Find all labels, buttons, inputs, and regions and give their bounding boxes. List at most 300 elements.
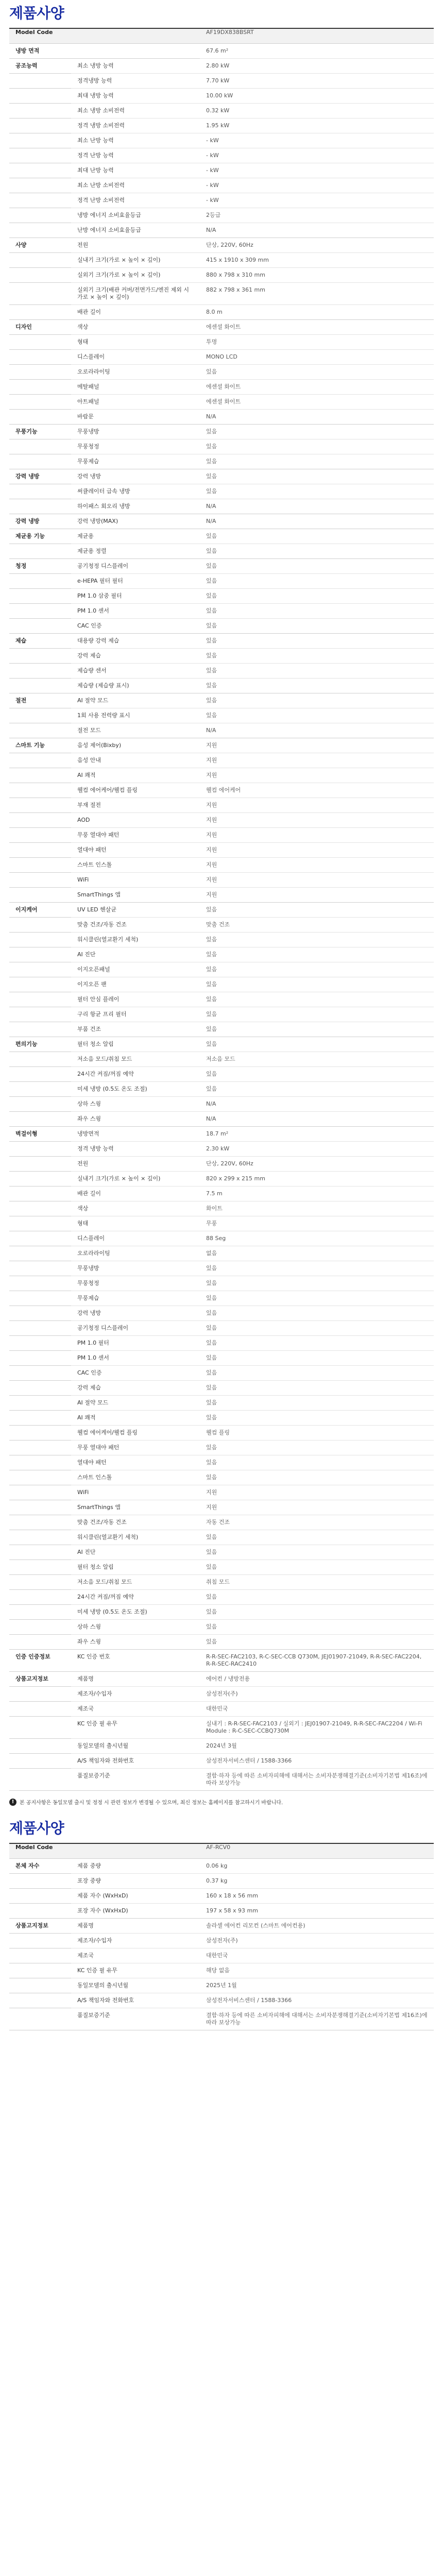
spec-value: 197 x 58 x 93 mm (200, 1904, 434, 1919)
spec-value: 있음 (200, 484, 434, 499)
spec-value: 화이트 (200, 1201, 434, 1216)
spec-label: 최대 난방 능력 (71, 163, 200, 178)
spec-category (9, 335, 71, 350)
spec-value: 있음 (200, 1336, 434, 1351)
spec-label: 웰컴 에어케어/웰컴 플링 (71, 783, 200, 798)
spec-category (9, 992, 71, 1007)
spec-category (9, 649, 71, 664)
spec-value: 지원 (200, 1485, 434, 1500)
spec-row (9, 1142, 434, 1157)
spec-row (9, 1455, 434, 1470)
spec-row (9, 484, 434, 499)
spec-value: 있음 (200, 544, 434, 559)
spec-value: 있음 (200, 1470, 434, 1485)
spec-label: WiFi (71, 1485, 200, 1500)
spec-row (9, 320, 434, 335)
spec-label: 필터 청소 알림 (71, 1037, 200, 1052)
spec-row (9, 679, 434, 693)
spec-label: 강력 냉방(MAX) (71, 514, 200, 529)
spec-row (9, 454, 434, 469)
spec-value: 솔라셀 에어컨 리모컨 (스마트 에어컨용) (200, 1919, 434, 1934)
model-code-value: AF19DX838BSRT (200, 28, 434, 44)
spec-row (9, 1231, 434, 1246)
spec-label: 음성 제어(Bixby) (71, 738, 200, 753)
spec-category (9, 1560, 71, 1575)
spec-label: 메탈패널 (71, 380, 200, 395)
spec-row (9, 1934, 434, 1948)
spec-value: 있음 (200, 933, 434, 947)
spec-value: N/A (200, 1112, 434, 1127)
spec-row (9, 223, 434, 238)
spec-label: 필터 청소 알림 (71, 1560, 200, 1575)
spec-label: 공기청정 디스플레이 (71, 1321, 200, 1336)
spec-label: PM 1.0 삼중 필터 (71, 589, 200, 604)
spec-label: 24시간 켜짐/꺼짐 예약 (71, 1067, 200, 1082)
spec-label: 대용량 강력 제습 (71, 634, 200, 649)
spec-row (9, 1426, 434, 1440)
spec-row (9, 529, 434, 544)
notice (9, 1798, 434, 1806)
spec-value: 있음 (200, 1366, 434, 1381)
spec-label: 제품명 (71, 1919, 200, 1934)
spec-value: 2.80 kW (200, 59, 434, 74)
spec-row (9, 238, 434, 253)
spec-label: 제습량 (제습량 표시) (71, 679, 200, 693)
spec-category (9, 544, 71, 559)
spec-row (9, 634, 434, 649)
spec-label: 냉방면적 (71, 1127, 200, 1142)
spec-row (9, 918, 434, 933)
spec-label: 미세 냉방 (0.5도 온도 조절) (71, 1605, 200, 1620)
spec-category (9, 933, 71, 947)
spec-row (9, 1687, 434, 1702)
spec-row (9, 1127, 434, 1142)
spec-row (9, 1052, 434, 1067)
spec-row (9, 1739, 434, 1754)
spec-table-2 (9, 1843, 434, 2030)
spec-value: 7.70 kW (200, 74, 434, 89)
spec-row (9, 858, 434, 873)
spec-value: 2.30 kW (200, 1142, 434, 1157)
spec-label: AI 쾌적 (71, 768, 200, 783)
spec-value: 삼성전자(주) (200, 1934, 434, 1948)
spec-value: 있음 (200, 559, 434, 574)
spec-value: 0.32 kW (200, 104, 434, 118)
spec-row (9, 723, 434, 738)
spec-category (9, 193, 71, 208)
spec-category (9, 1485, 71, 1500)
spec-category (9, 664, 71, 679)
spec-value: 있음 (200, 529, 434, 544)
spec-row (9, 1904, 434, 1919)
spec-label: WiFi (71, 873, 200, 888)
spec-row (9, 619, 434, 634)
spec-category (9, 1874, 71, 1889)
spec-category (9, 1187, 71, 1201)
spec-category (9, 148, 71, 163)
spec-label: 제균용 (71, 529, 200, 544)
spec-value: 있음 (200, 1635, 434, 1650)
spec-row (9, 133, 434, 148)
spec-category (9, 1440, 71, 1455)
spec-category (9, 1426, 71, 1440)
spec-label: 포장 자수 (WxHxD) (71, 1904, 200, 1919)
spec-value: 있음 (200, 1455, 434, 1470)
spec-label: 품질보증기준 (71, 2008, 200, 2030)
spec-category: 제습 (9, 634, 71, 649)
spec-value: 있음 (200, 425, 434, 439)
spec-category: 상품고지정보 (9, 1672, 71, 1687)
spec-category (9, 208, 71, 223)
spec-label: 이지오픈 팬 (71, 977, 200, 992)
spec-value: 882 x 798 x 361 mm (200, 283, 434, 305)
spec-category: 스마트 기능 (9, 738, 71, 753)
spec-category (9, 1411, 71, 1426)
spec-label: AI 절약 모드 (71, 693, 200, 708)
spec-value: 있음 (200, 1306, 434, 1321)
spec-label: 상하 스윙 (71, 1620, 200, 1635)
spec-value: 있음 (200, 1605, 434, 1620)
spec-category (9, 365, 71, 380)
spec-label: 맞춤 건조/자동 건조 (71, 918, 200, 933)
spec-value: 있음 (200, 634, 434, 649)
spec-category: 벽걸이형 (9, 1127, 71, 1142)
spec-label: 무풍청정 (71, 439, 200, 454)
spec-category (9, 1157, 71, 1172)
spec-category (9, 454, 71, 469)
spec-row (9, 1172, 434, 1187)
spec-category (9, 1396, 71, 1411)
spec-row (9, 843, 434, 858)
spec-label: 형태 (71, 1216, 200, 1231)
spec-value: 2025년 1월 (200, 1978, 434, 1993)
spec-label: 1회 사용 전력량 표시 (71, 708, 200, 723)
spec-label: 하이패스 회오리 냉방 (71, 499, 200, 514)
spec-value: 있음 (200, 454, 434, 469)
spec-label: 스마트 인스톨 (71, 858, 200, 873)
spec-row (9, 947, 434, 962)
spec-label: AI 절약 모드 (71, 1396, 200, 1411)
spec-category (9, 1739, 71, 1754)
spec-category (9, 1963, 71, 1978)
spec-category (9, 679, 71, 693)
model-code-label: Model Code (9, 1843, 200, 1859)
spec-value: 있음 (200, 1381, 434, 1396)
spec-row (9, 469, 434, 484)
spec-category (9, 1717, 71, 1739)
spec-row (9, 1769, 434, 1791)
spec-row (9, 2008, 434, 2030)
spec-label: 제조자/수입자 (71, 1934, 200, 1948)
spec-label: 무풍냉방 (71, 1261, 200, 1276)
spec-category (9, 1142, 71, 1157)
spec-category (9, 1336, 71, 1351)
spec-row (9, 1261, 434, 1276)
spec-category (9, 1455, 71, 1470)
spec-value: 무풍 (200, 1216, 434, 1231)
spec-label: 열대야 패턴 (71, 843, 200, 858)
spec-category: 강력 냉방 (9, 469, 71, 484)
spec-row (9, 1112, 434, 1127)
spec-label: 무풍 열대야 패턴 (71, 828, 200, 843)
spec-value: 있음 (200, 693, 434, 708)
spec-value: 실내기 : R-R-SEC-FAC2103 / 실외기 : JEJ01907-21049, R-R-SEC-FAC2204 / Wi-Fi Module : R-C-SEC-CCBQ730M (200, 1717, 434, 1739)
spec-value: 지원 (200, 813, 434, 828)
spec-value: 있음 (200, 992, 434, 1007)
spec-row (9, 439, 434, 454)
spec-value: 지원 (200, 828, 434, 843)
spec-label: 워시클린(열교환기 세척) (71, 933, 200, 947)
spec-label: 난방 에너지 소비효율등급 (71, 223, 200, 238)
spec-row (9, 544, 434, 559)
spec-label: 공기청정 디스플레이 (71, 559, 200, 574)
spec-label: 배관 길이 (71, 1187, 200, 1201)
spec-category (9, 1904, 71, 1919)
spec-value: 에센셜 화이트 (200, 320, 434, 335)
spec-row (9, 798, 434, 813)
spec-label: SmartThings 앱 (71, 1500, 200, 1515)
spec-value: MONO LCD (200, 350, 434, 365)
spec-category (9, 1575, 71, 1590)
spec-category (9, 843, 71, 858)
spec-value: 지원 (200, 1500, 434, 1515)
spec-row (9, 1605, 434, 1620)
spec-label: 품질보증기준 (71, 1769, 200, 1791)
spec-value: N/A (200, 410, 434, 425)
spec-label: 바람문 (71, 410, 200, 425)
spec-category (9, 178, 71, 193)
spec-category (9, 1470, 71, 1485)
spec-value: 88 Seg (200, 1231, 434, 1246)
spec-value: 67.6 m² (200, 44, 434, 59)
spec-row (9, 708, 434, 723)
spec-label: 전원 (71, 238, 200, 253)
spec-row (9, 1201, 434, 1216)
spec-row (9, 1963, 434, 1978)
spec-row (9, 1321, 434, 1336)
spec-category (9, 1321, 71, 1336)
spec-value: 에센셜 화이트 (200, 380, 434, 395)
spec-value: 있음 (200, 1261, 434, 1276)
spec-label: 구리 항균 프리 필터 (71, 1007, 200, 1022)
spec-value: 있음 (200, 1022, 434, 1037)
spec-row (9, 1187, 434, 1201)
spec-category (9, 410, 71, 425)
spec-label: 미세 냉방 (0.5도 온도 조절) (71, 1082, 200, 1097)
spec-category (9, 589, 71, 604)
spec-value: 있음 (200, 1351, 434, 1366)
spec-row (9, 1366, 434, 1381)
spec-row (9, 1381, 434, 1396)
spec-row (9, 589, 434, 604)
spec-row (9, 193, 434, 208)
spec-label: 최소 냉방 능력 (71, 59, 200, 74)
spec-row (9, 253, 434, 268)
spec-value: 있음 (200, 589, 434, 604)
spec-category (9, 813, 71, 828)
spec-category (9, 723, 71, 738)
spec-value: 있음 (200, 1590, 434, 1605)
spec-label: KC 인증 필 유무 (71, 1717, 200, 1739)
spec-row (9, 44, 434, 59)
spec-label: 최소 난방 소비전력 (71, 178, 200, 193)
spec-value: 있음 (200, 649, 434, 664)
spec-value: 있음 (200, 1545, 434, 1560)
spec-category (9, 268, 71, 283)
spec-row (9, 977, 434, 992)
spec-value: 지원 (200, 873, 434, 888)
section-title-1: 제품사양 (0, 0, 443, 28)
spec-row (9, 962, 434, 977)
spec-row (9, 1978, 434, 1993)
spec-category (9, 1500, 71, 1515)
spec-value: 단상, 220V, 60Hz (200, 238, 434, 253)
spec-label: SmartThings 앱 (71, 888, 200, 903)
spec-value: 있음 (200, 439, 434, 454)
spec-category: 공조능력 (9, 59, 71, 74)
spec-value: 지원 (200, 858, 434, 873)
spec-row (9, 425, 434, 439)
spec-value: 있음 (200, 1082, 434, 1097)
spec-label: 맞춤 건조/자동 건조 (71, 1515, 200, 1530)
spec-category (9, 439, 71, 454)
spec-label: 제품 자수 (WxHxD) (71, 1889, 200, 1904)
spec-value: 지원 (200, 738, 434, 753)
spec-category (9, 828, 71, 843)
spec-row (9, 1620, 434, 1635)
spec-label: 최소 냉방 소비전력 (71, 104, 200, 118)
spec-value: 2024년 3월 (200, 1739, 434, 1754)
spec-category (9, 1381, 71, 1396)
spec-row (9, 1022, 434, 1037)
spec-label: 강력 냉방 (71, 469, 200, 484)
spec-label: AOD (71, 813, 200, 828)
spec-category (9, 619, 71, 634)
spec-value: 820 x 299 x 215 mm (200, 1172, 434, 1187)
spec-row (9, 1754, 434, 1769)
spec-row (9, 1485, 434, 1500)
spec-row (9, 499, 434, 514)
spec-value: 0.37 kg (200, 1874, 434, 1889)
spec-label: 상하 스윙 (71, 1097, 200, 1112)
spec-row (9, 514, 434, 529)
spec-category (9, 2008, 71, 2030)
spec-label: A/S 책임자와 전화번호 (71, 1993, 200, 2008)
spec-category (9, 1605, 71, 1620)
spec-row (9, 350, 434, 365)
spec-category (9, 1201, 71, 1216)
spec-category (9, 74, 71, 89)
spec-value: - kW (200, 133, 434, 148)
spec-category (9, 1082, 71, 1097)
spec-category (9, 1216, 71, 1231)
spec-label: CAC 인증 (71, 1366, 200, 1381)
spec-label: 오로라라이팅 (71, 365, 200, 380)
spec-row (9, 1396, 434, 1411)
spec-category (9, 350, 71, 365)
spec-row (9, 305, 434, 320)
spec-row (9, 1216, 434, 1231)
spec-row (9, 1545, 434, 1560)
spec-category (9, 1635, 71, 1650)
spec-label: 좌우 스윙 (71, 1635, 200, 1650)
spec-label: 제습량 센서 (71, 664, 200, 679)
spec-label: 제조자/수입자 (71, 1687, 200, 1702)
spec-row (9, 1515, 434, 1530)
spec-row (9, 1336, 434, 1351)
spec-label: 음성 안내 (71, 753, 200, 768)
spec-value: 있음 (200, 1620, 434, 1635)
spec-row (9, 1530, 434, 1545)
spec-category (9, 1978, 71, 1993)
spec-row (9, 992, 434, 1007)
spec-label: KC 인증 번호 (71, 1650, 200, 1672)
spec-value: 있음 (200, 947, 434, 962)
spec-label: 무풍냉방 (71, 425, 200, 439)
spec-value: 10.00 kW (200, 89, 434, 104)
spec-row (9, 1037, 434, 1052)
section-title-2: 제품사양 (0, 1806, 443, 1843)
spec-row (9, 888, 434, 903)
spec-row (9, 753, 434, 768)
spec-row (9, 380, 434, 395)
spec-row (9, 268, 434, 283)
spec-category (9, 947, 71, 962)
spec-label: 저소음 모드/취침 모드 (71, 1052, 200, 1067)
spec-value: 있음 (200, 1396, 434, 1411)
spec-label: e-HEPA 필터 필터 (71, 574, 200, 589)
spec-value: 있음 (200, 1037, 434, 1052)
spec-category (9, 1702, 71, 1717)
spec-value: 지원 (200, 843, 434, 858)
spec-row (9, 365, 434, 380)
spec-category (9, 1545, 71, 1560)
spec-row (9, 335, 434, 350)
spec-label: 디스플레이 (71, 350, 200, 365)
spec-row (9, 178, 434, 193)
spec-category: 디자인 (9, 320, 71, 335)
spec-row (9, 1859, 434, 1874)
spec-category (9, 1246, 71, 1261)
spec-category (9, 1052, 71, 1067)
spec-row (9, 813, 434, 828)
spec-value: N/A (200, 223, 434, 238)
spec-label: 정격 냉방 능력 (71, 1142, 200, 1157)
spec-category (9, 1231, 71, 1246)
spec-value: 있음 (200, 679, 434, 693)
spec-row (9, 559, 434, 574)
spec-category (9, 753, 71, 768)
spec-label: 아트패널 (71, 395, 200, 410)
spec-category (9, 499, 71, 514)
spec-label: 냉방 에너지 소비효율등급 (71, 208, 200, 223)
spec-value: 자동 건조 (200, 1515, 434, 1530)
spec-label: 제품 중량 (71, 1859, 200, 1874)
spec-category (9, 1754, 71, 1769)
spec-label: PM 1.0 센서 (71, 1351, 200, 1366)
spec-category (9, 395, 71, 410)
spec-row (9, 873, 434, 888)
spec-row (9, 1007, 434, 1022)
spec-category (9, 1530, 71, 1545)
spec-label: PM 1.0 센서 (71, 604, 200, 619)
spec-value: 대한민국 (200, 1702, 434, 1717)
spec-label: 무풍제습 (71, 1291, 200, 1306)
spec-value: 에어컨 / 냉방전용 (200, 1672, 434, 1687)
spec-label: 제조국 (71, 1702, 200, 1717)
spec-row (9, 1993, 434, 2008)
spec-row (9, 208, 434, 223)
